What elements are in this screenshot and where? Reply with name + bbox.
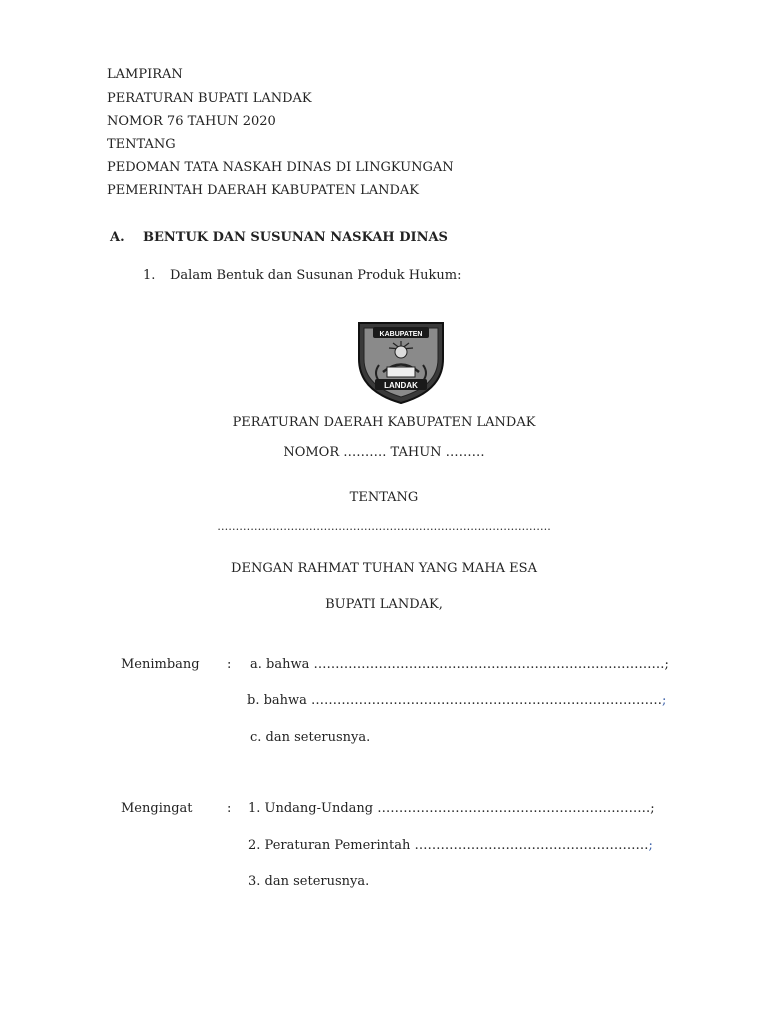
template-bupati: BUPATI LANDAK,	[325, 597, 443, 612]
menimbang-item-end: ;	[662, 693, 667, 708]
mengingat-label: Mengingat	[121, 801, 193, 816]
logo-top-text: KABUPATEN	[379, 331, 423, 338]
menimbang-colon: :	[227, 657, 232, 672]
template-rahmat: DENGAN RAHMAT TUHAN YANG MAHA ESA	[231, 561, 537, 576]
header-pemerintah: PEMERINTAH DAERAH KABUPATEN LANDAK	[107, 183, 419, 198]
landak-emblem-icon	[353, 317, 449, 405]
template-tentang: TENTANG	[349, 490, 419, 505]
item-number: 1.	[143, 268, 156, 283]
mengingat-item-text: 2. Peraturan Pemerintah ………………………………………………	[248, 838, 649, 853]
mengingat-item-3	[248, 874, 369, 889]
section-title: BENTUK DAN SUSUNAN NASKAH DINAS	[143, 230, 448, 245]
section-marker: A.	[110, 230, 125, 245]
header-pedoman: PEDOMAN TATA NASKAH DINAS DI LINGKUNGAN	[107, 160, 454, 175]
menimbang-label: Menimbang	[121, 657, 200, 672]
mengingat-item-end: ;	[648, 838, 653, 853]
logo-bottom-text: LANDAK	[384, 381, 418, 390]
menimbang-item-text: c. dan seterusnya.	[250, 730, 371, 745]
menimbang-item-end: ;	[664, 657, 669, 672]
menimbang-item-text: a. bahwa ………………………………………………………………………	[250, 657, 665, 672]
mengingat-colon: :	[227, 801, 232, 816]
header-tentang: TENTANG	[107, 137, 176, 152]
template-nomor: NOMOR ………. TAHUN ………	[283, 445, 485, 460]
menimbang-item-text: b. bahwa ………………………………………………………………………	[247, 693, 663, 708]
mengingat-item-text: 1. Undang-Undang ………………………………………………………	[248, 801, 651, 816]
mengingat-item-text: 3. dan seterusnya.	[248, 874, 370, 889]
header-lampiran: LAMPIRAN	[107, 67, 183, 82]
header-nomor: NOMOR 76 TAHUN 2020	[107, 114, 276, 129]
mengingat-item-1	[248, 801, 655, 816]
item-text: Dalam Bentuk dan Susunan Produk Hukum:	[170, 268, 462, 283]
menimbang-item-c	[250, 730, 370, 745]
template-title: PERATURAN DAERAH KABUPATEN LANDAK	[232, 415, 536, 430]
template-tentang-dots: ……………………………………………………………………………….	[217, 520, 551, 533]
mengingat-item-2	[248, 838, 653, 853]
mengingat-item-end: ;	[650, 801, 655, 816]
menimbang-item-b	[247, 693, 666, 708]
header-peraturan: PERATURAN BUPATI LANDAK	[107, 91, 312, 106]
menimbang-item-a	[250, 657, 669, 672]
